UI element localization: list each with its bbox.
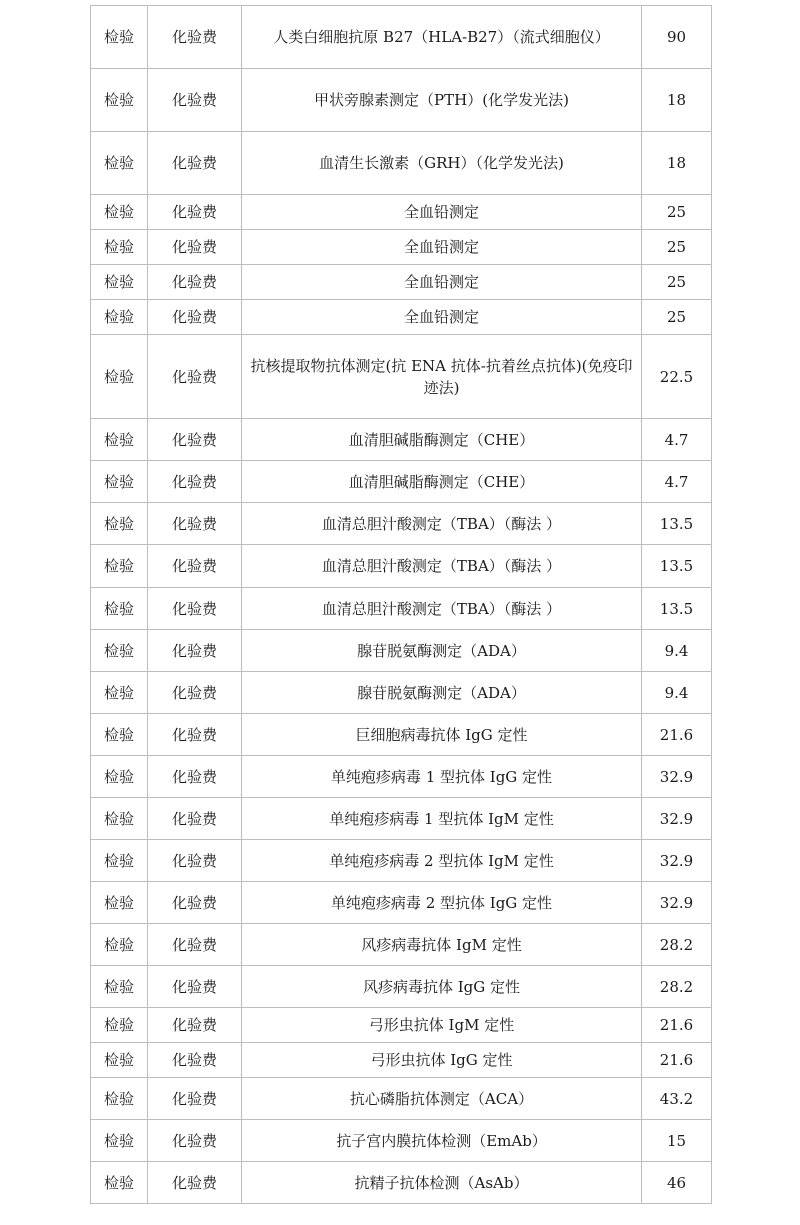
price-cell: 25 bbox=[642, 230, 712, 265]
table-row bbox=[91, 461, 712, 503]
price-cell: 32.9 bbox=[642, 756, 712, 798]
table-row bbox=[91, 265, 712, 300]
fee-table bbox=[90, 5, 712, 1204]
item-cell: 全血铅测定 bbox=[242, 265, 642, 300]
type-cell: 化验费 bbox=[148, 756, 242, 798]
type-cell: 化验费 bbox=[148, 132, 242, 195]
category-cell: 检验 bbox=[91, 840, 148, 882]
price-cell: 46 bbox=[642, 1162, 712, 1204]
table-row bbox=[91, 756, 712, 798]
item-cell: 弓形虫抗体 IgM 定性 bbox=[242, 1008, 642, 1043]
price-cell: 22.5 bbox=[642, 335, 712, 419]
item-cell: 血清胆碱脂酶测定（CHE） bbox=[242, 461, 642, 503]
type-cell: 化验费 bbox=[148, 230, 242, 265]
price-cell: 18 bbox=[642, 69, 712, 132]
type-cell: 化验费 bbox=[148, 461, 242, 503]
table-row bbox=[91, 1162, 712, 1204]
price-cell: 18 bbox=[642, 132, 712, 195]
category-cell: 检验 bbox=[91, 503, 148, 545]
category-cell: 检验 bbox=[91, 461, 148, 503]
price-cell: 4.7 bbox=[642, 419, 712, 461]
price-cell: 90 bbox=[642, 6, 712, 69]
category-cell: 检验 bbox=[91, 1162, 148, 1204]
item-cell: 血清总胆汁酸测定（TBA）（酶法 ） bbox=[242, 503, 642, 545]
price-cell: 25 bbox=[642, 265, 712, 300]
category-cell: 检验 bbox=[91, 924, 148, 966]
table-row bbox=[91, 714, 712, 756]
category-cell: 检验 bbox=[91, 672, 148, 714]
item-cell: 抗核提取物抗体测定(抗 ENA 抗体-抗着丝点抗体)(免疫印迹法) bbox=[242, 335, 642, 419]
type-cell: 化验费 bbox=[148, 195, 242, 230]
table-row bbox=[91, 966, 712, 1008]
category-cell: 检验 bbox=[91, 882, 148, 924]
fee-table-body bbox=[91, 6, 712, 1204]
item-cell: 抗心磷脂抗体测定（ACA） bbox=[242, 1078, 642, 1120]
table-row bbox=[91, 588, 712, 630]
price-cell: 9.4 bbox=[642, 672, 712, 714]
category-cell: 检验 bbox=[91, 1078, 148, 1120]
type-cell: 化验费 bbox=[148, 300, 242, 335]
price-cell: 32.9 bbox=[642, 798, 712, 840]
table-row bbox=[91, 6, 712, 69]
item-cell: 全血铅测定 bbox=[242, 230, 642, 265]
category-cell: 检验 bbox=[91, 1120, 148, 1162]
item-cell: 单纯疱疹病毒 1 型抗体 IgM 定性 bbox=[242, 798, 642, 840]
type-cell: 化验费 bbox=[148, 714, 242, 756]
item-cell: 腺苷脱氨酶测定（ADA） bbox=[242, 672, 642, 714]
item-cell: 血清总胆汁酸测定（TBA）（酶法 ） bbox=[242, 588, 642, 630]
table-row bbox=[91, 840, 712, 882]
price-cell: 15 bbox=[642, 1120, 712, 1162]
type-cell: 化验费 bbox=[148, 335, 242, 419]
table-row bbox=[91, 545, 712, 588]
item-cell: 单纯疱疹病毒 2 型抗体 IgM 定性 bbox=[242, 840, 642, 882]
item-cell: 单纯疱疹病毒 1 型抗体 IgG 定性 bbox=[242, 756, 642, 798]
type-cell: 化验费 bbox=[148, 798, 242, 840]
item-cell: 风疹病毒抗体 IgG 定性 bbox=[242, 966, 642, 1008]
table-row bbox=[91, 672, 712, 714]
item-cell: 血清胆碱脂酶测定（CHE） bbox=[242, 419, 642, 461]
type-cell: 化验费 bbox=[148, 419, 242, 461]
type-cell: 化验费 bbox=[148, 503, 242, 545]
price-cell: 43.2 bbox=[642, 1078, 712, 1120]
type-cell: 化验费 bbox=[148, 1078, 242, 1120]
price-cell: 21.6 bbox=[642, 714, 712, 756]
category-cell: 检验 bbox=[91, 714, 148, 756]
category-cell: 检验 bbox=[91, 588, 148, 630]
price-cell: 28.2 bbox=[642, 924, 712, 966]
item-cell: 单纯疱疹病毒 2 型抗体 IgG 定性 bbox=[242, 882, 642, 924]
table-row bbox=[91, 1120, 712, 1162]
table-row bbox=[91, 195, 712, 230]
type-cell: 化验费 bbox=[148, 69, 242, 132]
price-cell: 9.4 bbox=[642, 630, 712, 672]
item-cell: 风疹病毒抗体 IgM 定性 bbox=[242, 924, 642, 966]
category-cell: 检验 bbox=[91, 335, 148, 419]
category-cell: 检验 bbox=[91, 300, 148, 335]
table-row bbox=[91, 630, 712, 672]
item-cell: 甲状旁腺素测定（PTH）(化学发光法) bbox=[242, 69, 642, 132]
table-row bbox=[91, 335, 712, 419]
category-cell: 检验 bbox=[91, 630, 148, 672]
type-cell: 化验费 bbox=[148, 545, 242, 588]
price-cell: 25 bbox=[642, 300, 712, 335]
price-cell: 32.9 bbox=[642, 840, 712, 882]
price-cell: 25 bbox=[642, 195, 712, 230]
price-cell: 21.6 bbox=[642, 1043, 712, 1078]
price-cell: 13.5 bbox=[642, 588, 712, 630]
price-cell: 4.7 bbox=[642, 461, 712, 503]
item-cell: 血清总胆汁酸测定（TBA）（酶法 ） bbox=[242, 545, 642, 588]
type-cell: 化验费 bbox=[148, 1120, 242, 1162]
table-row bbox=[91, 419, 712, 461]
category-cell: 检验 bbox=[91, 1008, 148, 1043]
table-row bbox=[91, 69, 712, 132]
price-cell: 28.2 bbox=[642, 966, 712, 1008]
item-cell: 抗子宫内膜抗体检测（EmAb） bbox=[242, 1120, 642, 1162]
item-cell: 弓形虫抗体 IgG 定性 bbox=[242, 1043, 642, 1078]
table-row bbox=[91, 300, 712, 335]
type-cell: 化验费 bbox=[148, 265, 242, 300]
category-cell: 检验 bbox=[91, 419, 148, 461]
table-row bbox=[91, 230, 712, 265]
type-cell: 化验费 bbox=[148, 6, 242, 69]
item-cell: 全血铅测定 bbox=[242, 300, 642, 335]
table-row bbox=[91, 1043, 712, 1078]
item-cell: 巨细胞病毒抗体 IgG 定性 bbox=[242, 714, 642, 756]
price-cell: 32.9 bbox=[642, 882, 712, 924]
item-cell: 血清生长激素（GRH）（化学发光法) bbox=[242, 132, 642, 195]
item-cell: 全血铅测定 bbox=[242, 195, 642, 230]
type-cell: 化验费 bbox=[148, 588, 242, 630]
table-row bbox=[91, 1078, 712, 1120]
type-cell: 化验费 bbox=[148, 1162, 242, 1204]
table-row bbox=[91, 924, 712, 966]
price-cell: 13.5 bbox=[642, 503, 712, 545]
category-cell: 检验 bbox=[91, 1043, 148, 1078]
category-cell: 检验 bbox=[91, 966, 148, 1008]
type-cell: 化验费 bbox=[148, 924, 242, 966]
category-cell: 检验 bbox=[91, 69, 148, 132]
type-cell: 化验费 bbox=[148, 966, 242, 1008]
price-cell: 13.5 bbox=[642, 545, 712, 588]
item-cell: 抗精子抗体检测（AsAb） bbox=[242, 1162, 642, 1204]
type-cell: 化验费 bbox=[148, 1008, 242, 1043]
category-cell: 检验 bbox=[91, 132, 148, 195]
type-cell: 化验费 bbox=[148, 882, 242, 924]
item-cell: 人类白细胞抗原 B27（HLA-B27）（流式细胞仪） bbox=[242, 6, 642, 69]
category-cell: 检验 bbox=[91, 756, 148, 798]
type-cell: 化验费 bbox=[148, 1043, 242, 1078]
type-cell: 化验费 bbox=[148, 840, 242, 882]
category-cell: 检验 bbox=[91, 6, 148, 69]
table-row bbox=[91, 882, 712, 924]
category-cell: 检验 bbox=[91, 798, 148, 840]
item-cell: 腺苷脱氨酶测定（ADA） bbox=[242, 630, 642, 672]
table-row bbox=[91, 132, 712, 195]
type-cell: 化验费 bbox=[148, 672, 242, 714]
category-cell: 检验 bbox=[91, 230, 148, 265]
category-cell: 检验 bbox=[91, 195, 148, 230]
table-row bbox=[91, 503, 712, 545]
category-cell: 检验 bbox=[91, 265, 148, 300]
category-cell: 检验 bbox=[91, 545, 148, 588]
table-row bbox=[91, 798, 712, 840]
table-row bbox=[91, 1008, 712, 1043]
type-cell: 化验费 bbox=[148, 630, 242, 672]
price-cell: 21.6 bbox=[642, 1008, 712, 1043]
